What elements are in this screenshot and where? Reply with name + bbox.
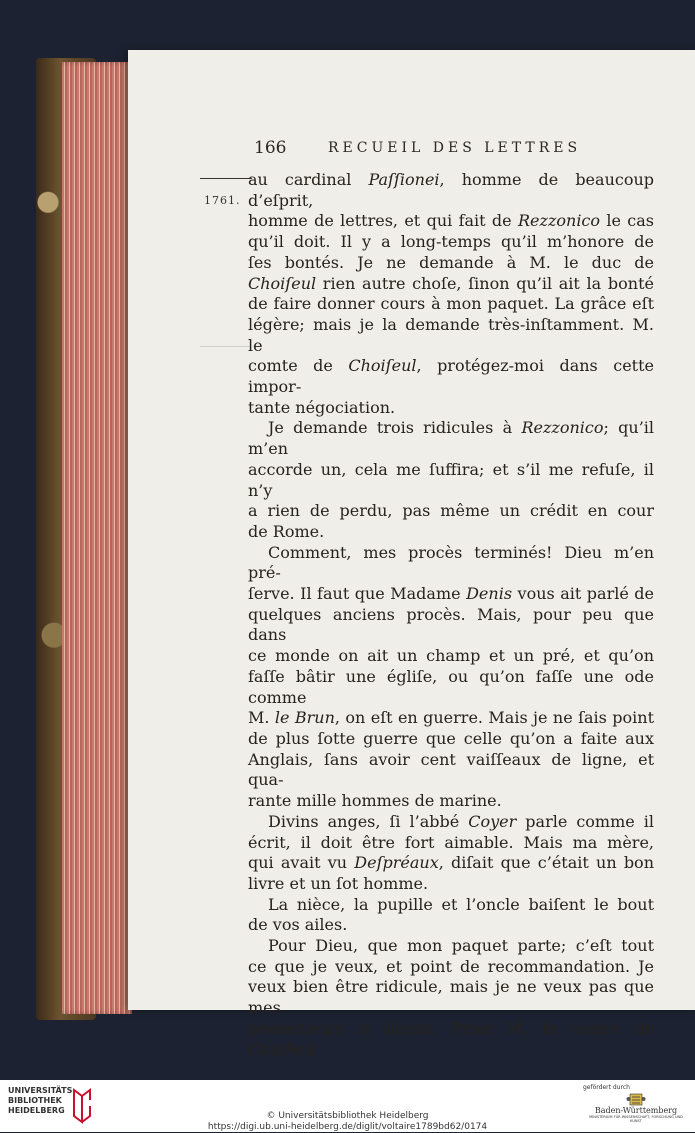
permalink[interactable]: https://digi.ub.uni-heidelberg.de/diglit/voltaire1789bd62/0174 <box>207 1122 488 1132</box>
text-line: Je demande trois ridicules à Rezzonico; qu’il m’en <box>248 418 655 459</box>
text-line: ce monde on ait un champ et un pré, et qu’on <box>248 646 654 666</box>
text-line: protecteurs le ſoient. Priez M. le comte de Choiſeul <box>248 1018 654 1059</box>
text-line: ſerve. Il faut que Madame Denis vous ait parlé de <box>248 584 654 604</box>
page-edges <box>62 62 132 1014</box>
margin-rule <box>200 178 252 179</box>
text-line: rante mille hommes de marine. <box>248 791 502 811</box>
text-line: de Rome. <box>248 521 325 541</box>
text-line: qu’il doit. Il y a long-temps qu’il m’honore de <box>248 232 654 252</box>
library-name-line: HEIDELBERG <box>8 1106 65 1115</box>
text-line: écrit, il doit être fort aimable. Mais ma mère, <box>248 832 654 852</box>
text-line: au cardinal Paſſionei, homme de beaucoup d’eſprit, <box>248 170 655 210</box>
text-line: a rien de perdu, pas même un crédit en cour <box>248 501 654 521</box>
text-line: La nièce, la pupille et l’oncle baiſent le bout <box>268 894 654 914</box>
library-name-line: BIBLIOTHEK <box>8 1096 62 1105</box>
library-name-line: UNIVERSITÄTS- <box>8 1086 76 1095</box>
text-line: de plus ſotte guerre que celle qu’on a faite aux <box>248 728 654 748</box>
sponsor-name: Baden-Württemberg <box>594 1106 678 1115</box>
copyright-text: © Universitätsbibliothek Heidelberg <box>266 1111 429 1121</box>
text-line: ce que je veux, et point de recommandation. Je <box>248 956 654 976</box>
margin-rule-faint <box>200 346 250 347</box>
text-line: Choiſeul rien autre choſe, ſinon qu’il ait la bonté <box>248 273 654 293</box>
text-line: veux bien être ridicule, mais je ne veux pas que mes <box>248 977 654 1018</box>
text-line: Comment, mes procès terminés! Dieu m’en pré- <box>248 542 654 583</box>
running-title: RECUEIL DES LETTRES <box>328 140 582 156</box>
sponsor-block <box>583 1084 689 1123</box>
text-line: Pour Dieu, que mon paquet parte; c’eſt tout <box>268 936 654 956</box>
text-line: accorde un, cela me ſuffira; et s’il me refuſe, il n’y <box>248 459 654 500</box>
text-line: qui avait vu Deſpréaux, diſait que c’était un bon <box>248 853 654 873</box>
text-line: faſſe bâtir une égliſe, ou qu’on faſſe une ode comme <box>248 666 654 707</box>
text-line: homme de lettres, et qui fait de Rezzonico le cas <box>248 211 655 231</box>
sponsor-subtitle: MINISTERIUM FÜR WISSENSCHAFT, FORSCHUNG UND KUNST <box>589 1115 683 1123</box>
text-line: tante négociation. <box>248 397 396 417</box>
text-line: Anglais, ſans avoir cent vaiſſeaux de ligne, et qua- <box>248 749 654 790</box>
page-number: 166 <box>254 138 287 158</box>
text-line: de faire donner cours à mon paquet. La grâce eſt <box>248 294 654 314</box>
sponsor-label: gefördert durch <box>583 1084 630 1091</box>
text-line: livre et un ſot homme. <box>248 873 429 893</box>
text-line: comte de Choiſeul, protégez-moi dans cette impor- <box>248 356 655 397</box>
crest-icon <box>626 1092 646 1106</box>
text-line: légère; mais je la demande très-inſtamment. M. le <box>248 314 654 355</box>
margin-year: 1761. <box>204 194 241 207</box>
text-line: de vos ailes. <box>248 915 348 935</box>
text-line: ſes bontés. Je ne demande à M. le duc de <box>248 252 654 272</box>
body-text <box>248 170 654 1060</box>
text-line: M. le Brun, on eſt en guerre. Mais je ne ſais point <box>248 708 654 728</box>
text-line: quelques anciens procès. Mais, pour peu que dans <box>248 604 654 645</box>
text-line: Divins anges, ſi l’abbé Coyer parle comme il <box>268 811 654 831</box>
